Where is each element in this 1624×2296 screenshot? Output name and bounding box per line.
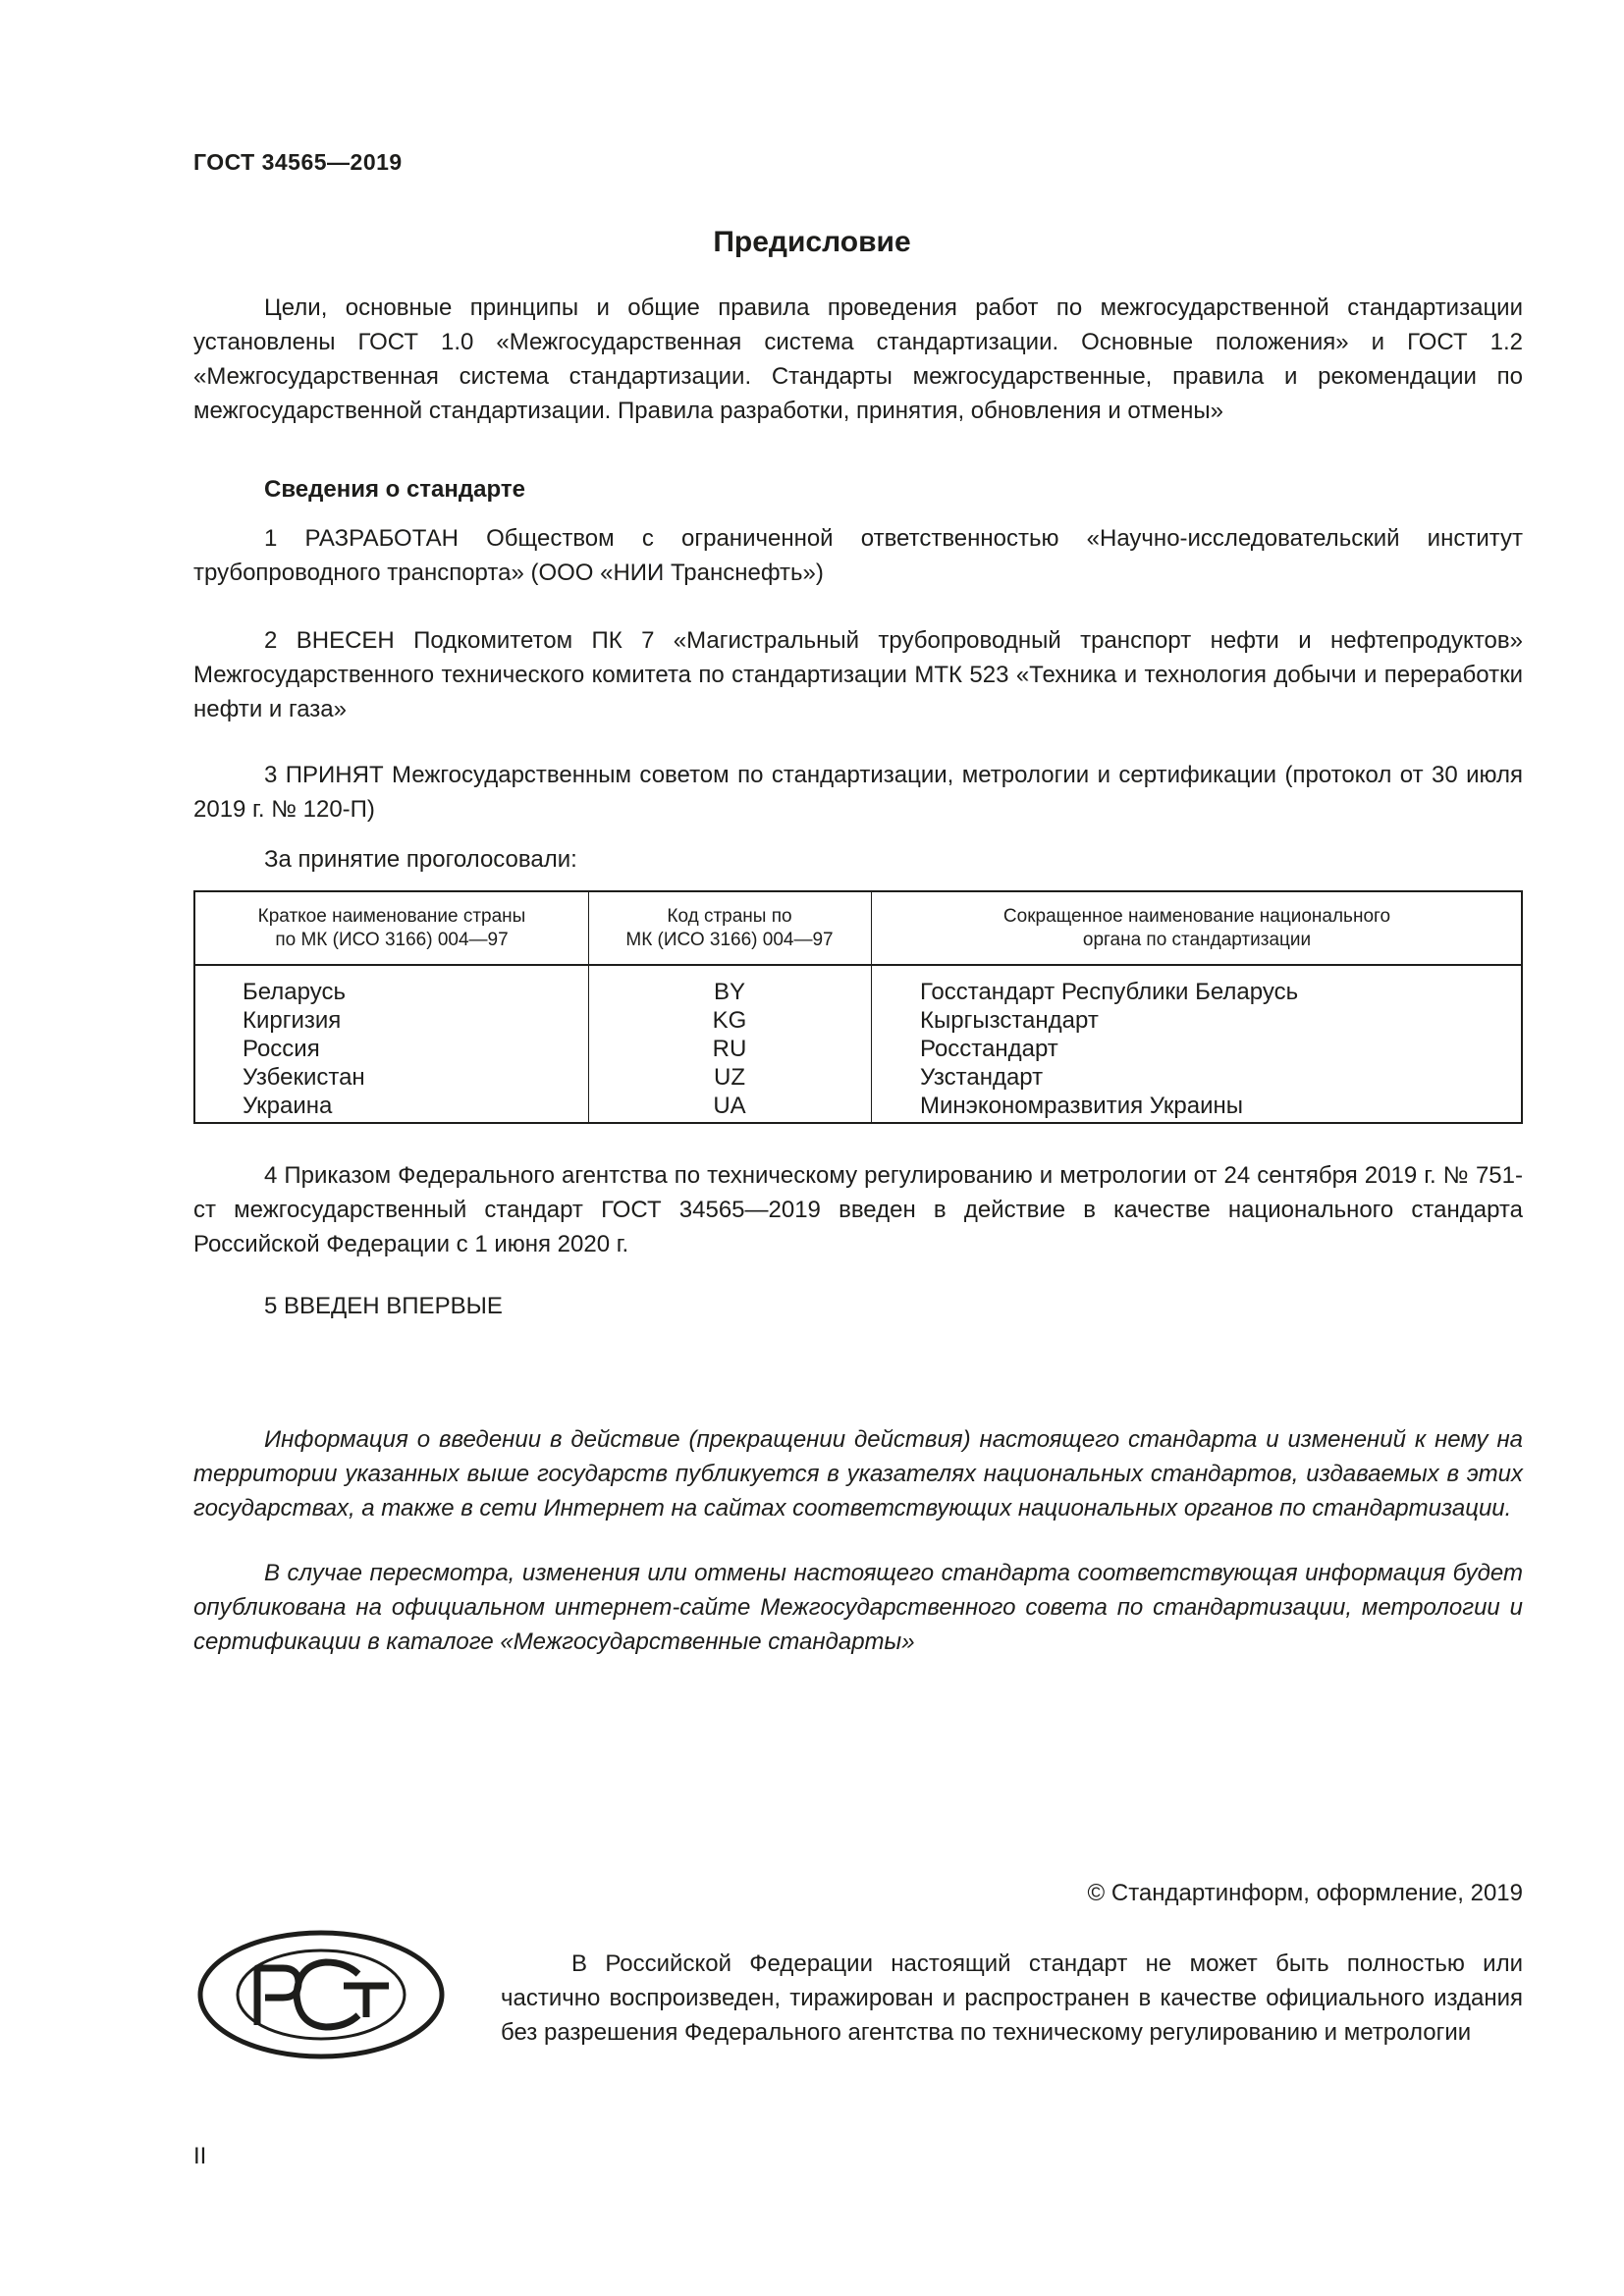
- header-country: Краткое наименование страны по МК (ИСО 3166) 004—97: [257, 906, 526, 950]
- standard-code: ГОСТ 34565—2019: [193, 149, 403, 175]
- page-number: II: [193, 2143, 207, 2169]
- country-cell: Беларусь: [243, 979, 346, 1005]
- info-heading: Сведения о стандарте: [264, 476, 525, 503]
- reprint-notice: В Российской Федерации настоящий стандарт не может быть полностью или частично воспроизведен, тиражирован и распространен в качестве официального издания без разрешения Федерального агентства по техническому регулированию и метрологии: [501, 1950, 1523, 2046]
- votes-intro: За принятие проголосовали:: [264, 846, 577, 873]
- country-cell: Узбекистан: [243, 1064, 365, 1091]
- code-cell: UA: [713, 1093, 746, 1119]
- notice-paragraph-1: Информация о введении в действие (прекращении действия) настоящего стандарта и изменений к нему на территории указанных выше государств публикуется в указателях национальных стандартов, издаваемых в этих государствах, а также в сети Интернет на сайтах соответствующих национальных органов по стандартизации.: [193, 1426, 1523, 1522]
- body-cell: Узстандарт: [920, 1064, 1044, 1091]
- item-adopted: 3 ПРИНЯТ Межгосударственным советом по стандартизации, метрологии и сертификации (протокол от 30 июля 2019 г. № 120-П): [193, 762, 1523, 823]
- notice-paragraph-2: В случае пересмотра, изменения или отмены настоящего стандарта соответствующая информация будет опубликована на официальном интернет-сайте Межгосударственного совета по стандартизации, метрологии и сертификации в каталоге «Межгосударственные стандарты»: [193, 1560, 1523, 1655]
- body-cell: Кыргызстандарт: [920, 1007, 1099, 1034]
- code-cell: RU: [712, 1036, 747, 1062]
- body-cell: Госстандарт Республики Беларусь: [920, 979, 1299, 1005]
- header-code: Код страны по МК (ИСО 3166) 004—97: [625, 906, 834, 950]
- country-cell: Киргизия: [243, 1007, 342, 1034]
- item-first-introduced: 5 ВВЕДЕН ВПЕРВЫЕ: [264, 1293, 503, 1319]
- page-title: Предисловие: [713, 226, 911, 258]
- code-cell: BY: [713, 979, 745, 1005]
- item-enacted: 4 Приказом Федерального агентства по техническому регулированию и метрологии от 24 сентября 2019 г. № 751-ст межгосударственный стандарт ГОСТ 34565—2019 введен в действие в качестве национального стандарта Российской Федерации с 1 июня 2020 г.: [193, 1162, 1523, 1257]
- intro-paragraph: Цели, основные принципы и общие правила проведения работ по межгосударственной стандартизации установлены ГОСТ 1.0 «Межгосударственная система стандартизации. Основные положения» и ГОСТ 1.2 «Межгосударственная система стандартизации. Стандарты межгосударственные, правила и рекомендации по межгосударственной стандартизации. Правила разработки, принятия, обновления и отмены»: [193, 294, 1523, 424]
- body-cell: Минэкономразвития Украины: [920, 1093, 1244, 1119]
- rst-certification-mark-icon: [196, 1929, 446, 2060]
- header-body: Сокращенное наименование национального органа по стандартизации: [1002, 906, 1391, 950]
- country-cell: Украина: [243, 1093, 333, 1119]
- votes-table: [193, 890, 1523, 1124]
- country-cell: Россия: [243, 1036, 320, 1062]
- code-cell: KG: [712, 1007, 747, 1034]
- code-cell: UZ: [714, 1064, 745, 1091]
- copyright-line: © Стандартинформ, оформление, 2019: [1087, 1880, 1523, 1906]
- item-submitted: 2 ВНЕСЕН Подкомитетом ПК 7 «Магистральный трубопроводный транспорт нефти и нефтепродуктов» Межгосударственного технического комитета по стандартизации МТК 523 «Техника и технология добычи и переработки нефти и газа»: [193, 627, 1523, 722]
- body-cell: Росстандарт: [920, 1036, 1058, 1062]
- item-developed: 1 РАЗРАБОТАН Обществом с ограниченной ответственностью «Научно-исследовательский институт трубопроводного транспорта» (ООО «НИИ Транснефть»): [193, 525, 1523, 586]
